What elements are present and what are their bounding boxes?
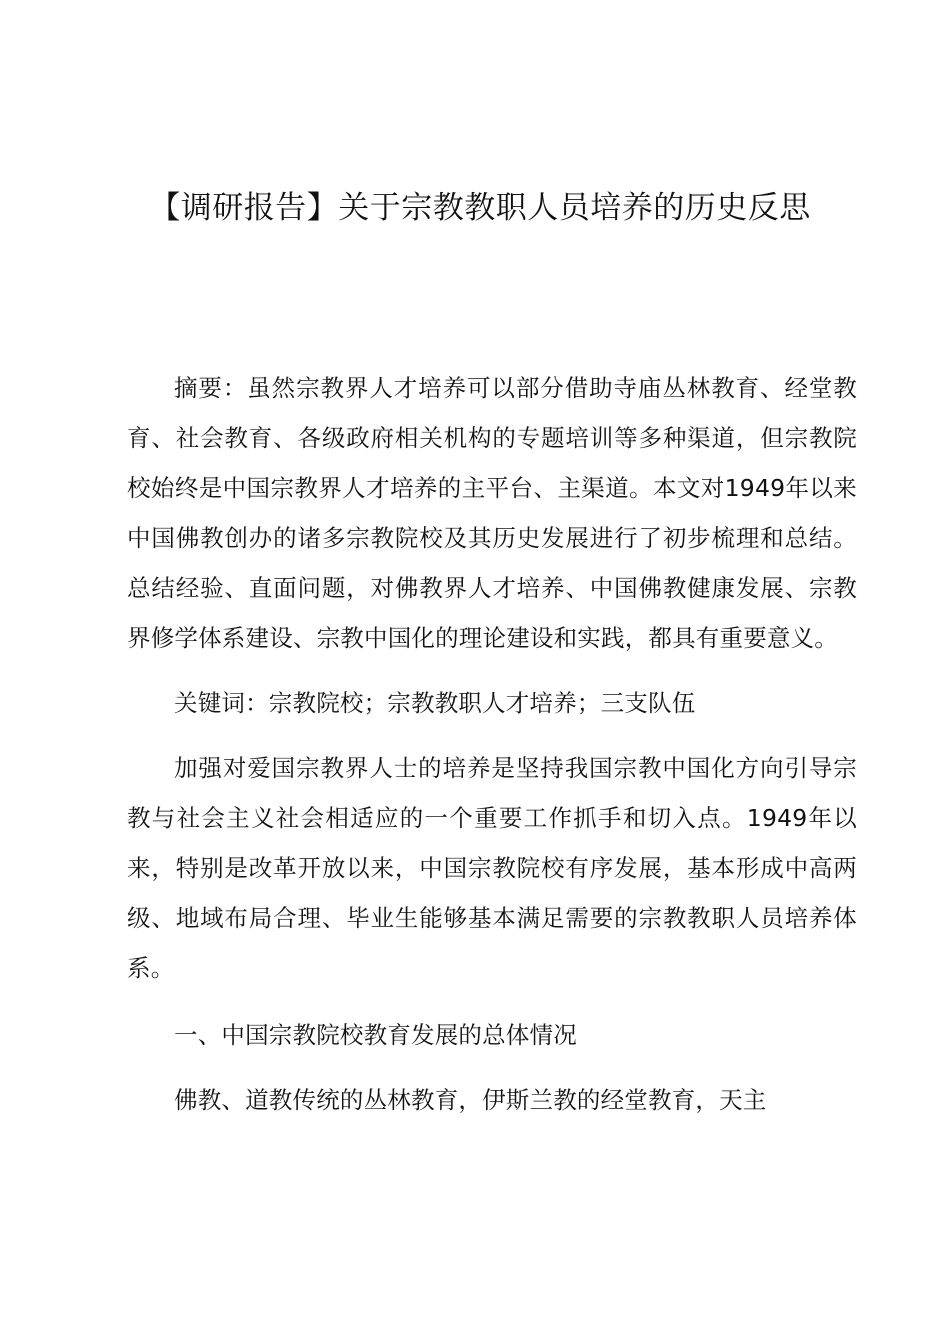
keywords-paragraph: 关键词：宗教院校；宗教教职人才培养；三支队伍	[174, 689, 696, 717]
document-body	[127, 363, 857, 1125]
section-paragraph: 佛教、道教传统的丛林教育，伊斯兰教的经堂教育，天主	[174, 1086, 767, 1114]
document-title: 【调研报告】关于宗教教职人员培养的历史反思	[149, 190, 811, 226]
abstract-paragraph: 摘要：虽然宗教界人才培养可以部分借助寺庙丛林教育、经堂教育、社会教育、各级政府相关机构的专题培训等多种渠道，但宗教院校始终是中国宗教界人才培养的主平台、主渠道。本文对1949年以来中国佛教创办的诸多宗教院校及其历史发展进行了初步梳理和总结。总结经验、直面问题，对佛教界人才培养、中国佛教健康发展、宗教界修学体系建设、宗教中国化的理论建设和实践，都具有重要意义。	[127, 374, 857, 652]
section-heading: 一、中国宗教院校教育发展的总体情况	[174, 1021, 577, 1049]
intro-paragraph: 加强对爱国宗教界人士的培养是坚持我国宗教中国化方向引导宗教与社会主义社会相适应的一个重要工作抓手和切入点。1949年以来，特别是改革开放以来，中国宗教院校有序发展，基本形成中高两级、地域布局合理、毕业生能够基本满足需要的宗教教职人员培养体系。	[127, 754, 857, 982]
